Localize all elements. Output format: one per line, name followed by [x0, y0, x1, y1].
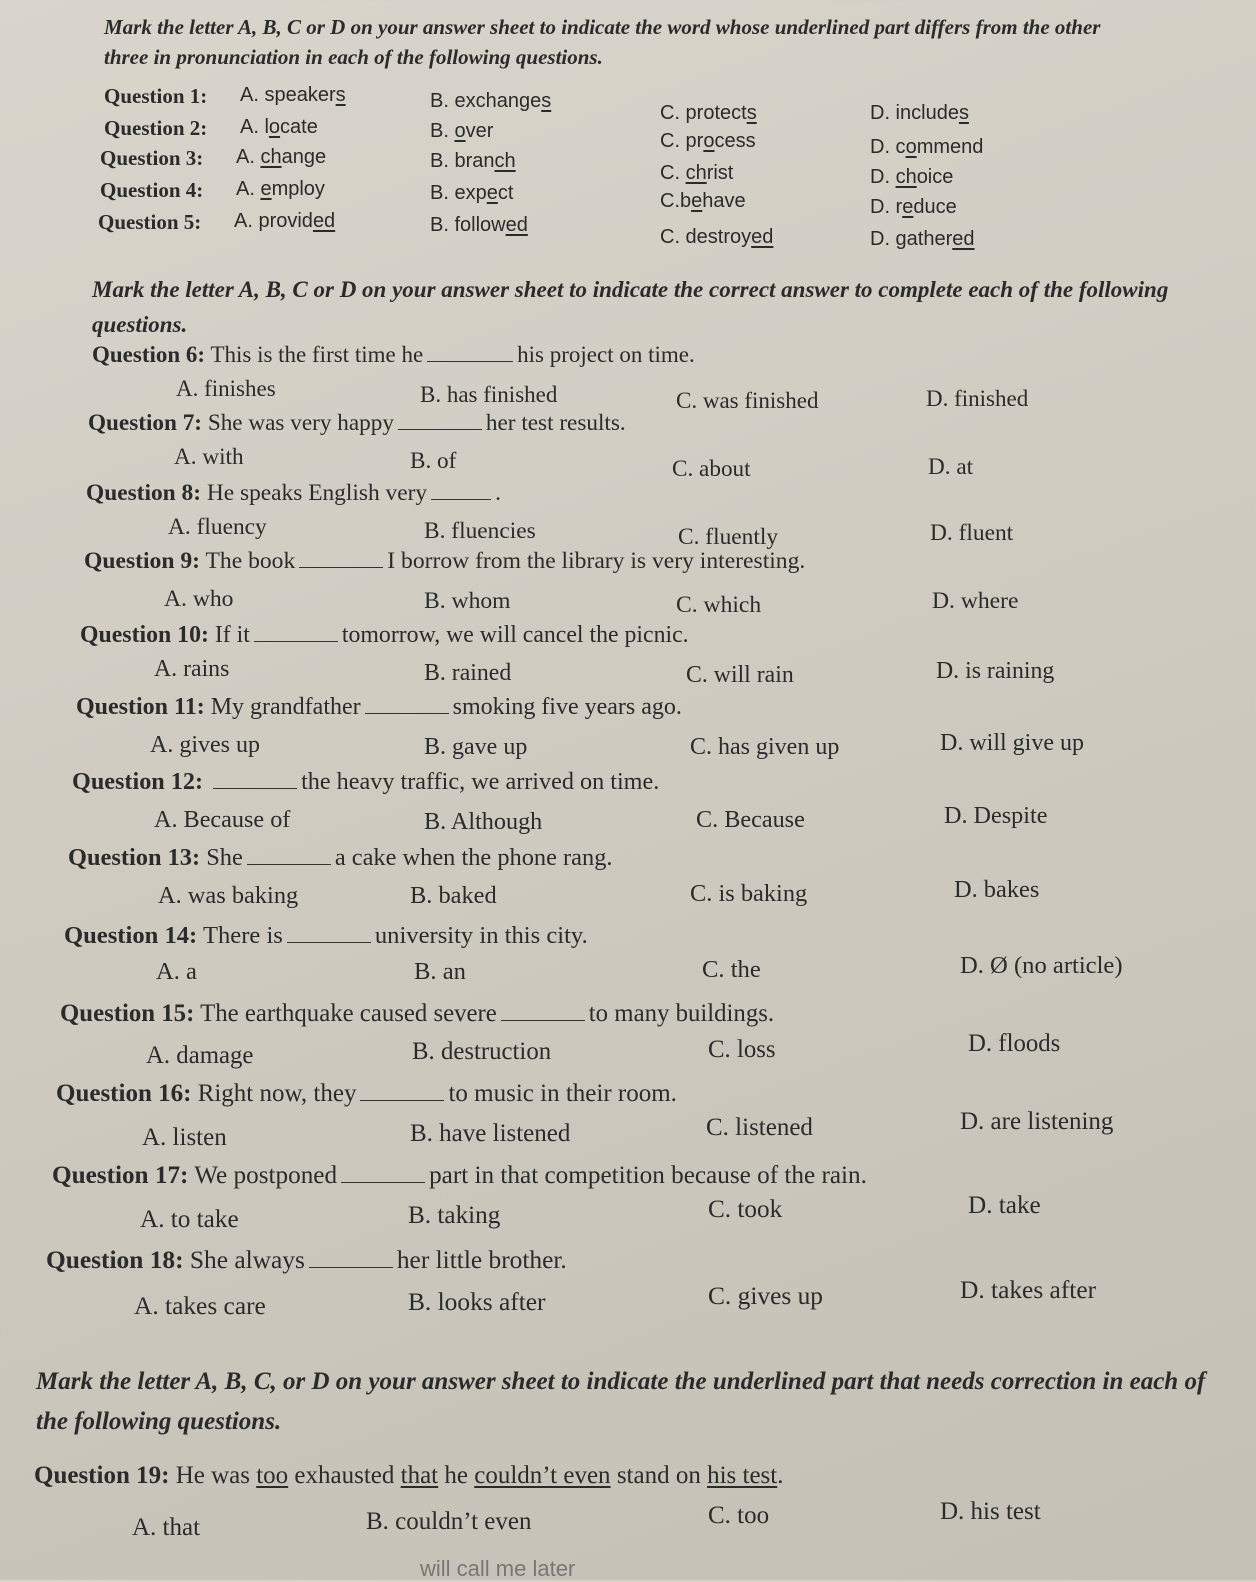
answer-blank	[431, 481, 491, 500]
question-text: to many buildings.	[588, 1000, 775, 1027]
answer-option[interactable]: B. rained	[424, 660, 512, 686]
answer-blank	[427, 343, 513, 362]
answer-option[interactable]: C. Because	[696, 806, 805, 833]
answer-option[interactable]: D. takes after	[960, 1276, 1097, 1304]
question-text: If it	[214, 622, 250, 648]
question-label: Question 19:	[34, 1462, 170, 1489]
answer-option[interactable]: A. who	[164, 586, 234, 612]
question-label: Question 13:	[68, 844, 201, 871]
underlined-letters: ch	[494, 150, 516, 172]
option-text: rist	[706, 162, 734, 184]
question-label: Question 2:	[104, 116, 208, 140]
option-text: A.	[236, 178, 261, 200]
sentence-part: He was	[175, 1462, 257, 1489]
question-13	[68, 844, 613, 872]
question-label: Question 8:	[86, 480, 202, 506]
question-text: university in this city.	[374, 922, 588, 949]
section2-instruction: Mark the letter A, B, C or D on your answer sheet to indicate the correct answer to complete each of the following questions.	[92, 277, 1169, 337]
question-label: Question 16:	[56, 1080, 192, 1107]
answer-option[interactable]: A. listen	[142, 1124, 227, 1151]
answer-option[interactable]: A. finishes	[176, 376, 276, 401]
answer-blank	[341, 1164, 425, 1183]
option-text: A. speaker	[240, 84, 336, 106]
question-text: He speaks English very	[206, 480, 428, 506]
question-label: Question 1:	[104, 84, 208, 108]
underlined-letters: e	[902, 196, 914, 218]
answer-option[interactable]: B. destruction	[412, 1038, 552, 1065]
answer-option[interactable]	[430, 214, 528, 237]
sentence-part: he	[438, 1462, 475, 1489]
underlined-letters: s	[746, 102, 757, 124]
question-label: Question 17:	[52, 1162, 189, 1189]
answer-option[interactable]	[430, 120, 493, 143]
underlined-part: his test	[707, 1462, 778, 1489]
answer-option[interactable]: C. has given up	[690, 734, 840, 760]
option-text: B. follow	[430, 214, 506, 236]
question-2-label	[104, 116, 207, 141]
answer-option[interactable]	[660, 162, 733, 185]
question-10	[80, 622, 689, 649]
option-text: D. gather	[870, 228, 953, 250]
answer-option[interactable]: C. listened	[706, 1114, 813, 1141]
answer-option[interactable]: C. will rain	[686, 662, 794, 688]
option-text: D. include	[870, 102, 959, 124]
underlined-letters: ch	[685, 162, 707, 184]
answer-option[interactable]	[660, 102, 757, 125]
question-label: Question 18:	[46, 1246, 184, 1274]
answer-option[interactable]: A. rains	[154, 656, 230, 682]
answer-option[interactable]: D. are listening	[960, 1108, 1114, 1135]
answer-option[interactable]: A. that	[132, 1514, 201, 1541]
question-label: Question 15:	[60, 1000, 195, 1027]
answer-option[interactable]: A. a	[156, 958, 197, 985]
cutoff-text: will call me later	[420, 1556, 576, 1581]
question-text: smoking five years ago.	[452, 694, 682, 720]
question-label: Question 7:	[88, 410, 203, 436]
answer-option[interactable]: D. floods	[968, 1030, 1061, 1057]
underlined-letters: e	[691, 190, 703, 212]
option-text: duce	[913, 196, 957, 218]
answer-option[interactable]: D. Despite	[944, 802, 1048, 829]
option-text: ct	[497, 182, 514, 204]
answer-blank	[360, 1082, 444, 1101]
underlined-letters: ch	[895, 166, 917, 188]
question-12	[72, 768, 659, 796]
question-17	[52, 1162, 867, 1190]
option-text: B. exp	[430, 182, 487, 204]
question-text: The earthquake caused severe	[200, 1000, 497, 1027]
answer-option[interactable]: C. fluently	[678, 524, 779, 550]
answer-option[interactable]: B. looks after	[408, 1288, 546, 1316]
answer-option[interactable]	[430, 150, 516, 173]
answer-blank	[398, 411, 482, 430]
underlined-letters: o	[454, 120, 466, 142]
answer-blank	[309, 1249, 393, 1268]
answer-option[interactable]: C. gives up	[708, 1282, 823, 1310]
question-11	[76, 694, 682, 721]
question-text: her little brother.	[396, 1246, 567, 1274]
sentence-part: stand on	[610, 1462, 708, 1489]
answer-option[interactable]: A. to take	[140, 1206, 239, 1233]
answer-option[interactable]: B. has finished	[420, 382, 558, 407]
underlined-letters: ed	[952, 228, 975, 250]
underlined-letters: s	[541, 90, 552, 112]
underlined-letters: ch	[260, 146, 282, 168]
answer-blank	[299, 549, 383, 568]
answer-option[interactable]: C. about	[672, 456, 751, 482]
answer-option[interactable]: C. the	[702, 956, 761, 983]
answer-option[interactable]: A. damage	[146, 1042, 254, 1069]
answer-option[interactable]	[430, 90, 551, 113]
sentence-part: .	[777, 1462, 784, 1489]
underlined-letters: o	[268, 116, 281, 138]
question-label: Question 5:	[98, 210, 202, 234]
answer-option[interactable]: C. which	[676, 592, 762, 618]
option-text: A. l	[240, 116, 269, 138]
question-text: tomorrow, we will cancel the picnic.	[341, 622, 689, 648]
question-text: She was very happy	[207, 410, 394, 436]
answer-option[interactable]: D. at	[928, 454, 974, 480]
question-7	[88, 410, 626, 437]
answer-option[interactable]: B. gave up	[424, 734, 528, 760]
answer-option[interactable]: B. taking	[408, 1202, 501, 1229]
question-16	[56, 1080, 677, 1108]
option-text: D.	[870, 166, 896, 188]
option-text: cess	[714, 130, 756, 152]
question-1-label	[104, 84, 207, 109]
answer-option[interactable]	[870, 228, 975, 251]
answer-option[interactable]: A. with	[174, 444, 244, 470]
question-8	[86, 480, 501, 507]
question-text: I borrow from the library is very interesting.	[387, 548, 806, 574]
answer-option[interactable]: C. is baking	[690, 880, 808, 907]
option-text: C.	[660, 162, 686, 184]
question-14	[64, 922, 588, 950]
option-text: oice	[916, 166, 954, 188]
answer-option[interactable]: C. took	[708, 1196, 783, 1223]
option-text: C. pr	[660, 130, 704, 152]
question-text: This is the first time he	[210, 342, 424, 367]
option-text: mmend	[916, 136, 984, 158]
option-text: D. c	[870, 136, 906, 158]
answer-option[interactable]: D. is raining	[936, 658, 1055, 684]
question-text: .	[495, 480, 501, 506]
question-label: Question 11:	[76, 694, 205, 720]
question-text: There is	[202, 922, 283, 949]
option-text: ver	[465, 120, 494, 142]
question-6	[92, 342, 695, 368]
option-text: B.	[430, 120, 455, 142]
option-text: cate	[280, 116, 318, 138]
answer-blank	[254, 623, 338, 642]
question-label: Question 9:	[84, 548, 201, 574]
question-text: The book	[205, 548, 296, 574]
answer-option[interactable]	[236, 178, 325, 201]
answer-option[interactable]: D. will give up	[940, 730, 1084, 756]
answer-option[interactable]: D. take	[968, 1192, 1041, 1219]
answer-option[interactable]	[234, 210, 335, 233]
answer-option[interactable]: B. Although	[424, 808, 543, 835]
underlined-letters: e	[260, 178, 272, 200]
answer-option[interactable]	[236, 146, 326, 169]
answer-option[interactable]	[870, 196, 957, 219]
question-18	[46, 1246, 567, 1275]
option-text: B. bran	[430, 150, 495, 172]
answer-option[interactable]	[870, 136, 983, 159]
question-5-label	[98, 210, 201, 235]
sentence-part: exhausted	[288, 1462, 401, 1489]
underlined-letters: o	[905, 136, 917, 158]
answer-option[interactable]: A. takes care	[134, 1292, 266, 1320]
underlined-part: too	[256, 1462, 289, 1489]
answer-option[interactable]: D. finished	[926, 386, 1029, 411]
answer-option[interactable]: C. was finished	[676, 388, 819, 413]
answer-option[interactable]	[240, 116, 318, 139]
section3-instruction: Mark the letter A, B, C, or D on your answer sheet to indicate the underlined part that needs correction in each of the following questions.	[36, 1368, 1206, 1435]
answer-option[interactable]: A. fluency	[168, 514, 267, 540]
answer-option[interactable]	[870, 102, 969, 125]
option-text: C.b	[660, 190, 692, 212]
option-text: ange	[281, 146, 327, 168]
question-text: her test results.	[485, 410, 626, 436]
question-text: Right now, they	[197, 1080, 357, 1107]
question-9	[84, 548, 805, 575]
question-label: Question 10:	[80, 622, 209, 648]
question-text: She always	[189, 1246, 305, 1274]
question-label: Question 6:	[92, 342, 206, 367]
answer-option[interactable]: B. have listened	[410, 1120, 571, 1147]
underlined-letters: ed	[505, 214, 528, 236]
question-label: Question 3:	[100, 146, 204, 170]
option-text: have	[702, 190, 746, 212]
question-4-label	[100, 178, 203, 203]
underlined-letters: s	[335, 84, 346, 106]
answer-option[interactable]	[870, 166, 953, 189]
answer-option[interactable]	[660, 226, 773, 249]
question-text: to music in their room.	[448, 1080, 677, 1107]
question-15	[60, 1000, 774, 1028]
underlined-letters: s	[958, 102, 969, 124]
answer-option[interactable]	[430, 182, 513, 205]
option-text: C. destroy	[660, 226, 752, 248]
underlined-letters: o	[703, 130, 715, 152]
option-text: B. exchange	[430, 90, 542, 112]
option-text: D. r	[870, 196, 903, 218]
answer-option[interactable]	[240, 84, 346, 107]
question-label: Question 4:	[100, 178, 204, 202]
answer-option[interactable]: B. fluencies	[424, 518, 536, 544]
question-text: a cake when the phone rang.	[334, 844, 613, 871]
question-label: Question 12:	[72, 768, 204, 795]
answer-option[interactable]: A. Because of	[154, 806, 291, 833]
answer-blank	[365, 695, 449, 714]
answer-option[interactable]: D. Ø (no article)	[960, 952, 1123, 979]
answer-blank	[247, 846, 331, 865]
answer-option[interactable]: B. couldn’t even	[366, 1508, 532, 1535]
answer-blank	[501, 1002, 585, 1021]
answer-option[interactable]: C. loss	[708, 1036, 776, 1063]
question-text: part in that competition because of the rain.	[429, 1162, 867, 1189]
answer-option[interactable]: A. gives up	[150, 732, 260, 758]
question-text: the heavy traffic, we arrived on time.	[301, 768, 660, 795]
answer-option[interactable]: B. baked	[410, 882, 497, 909]
option-text: mploy	[271, 178, 325, 200]
question-3-label	[100, 146, 203, 171]
answer-blank	[287, 924, 371, 943]
question-text: She	[206, 844, 243, 871]
underlined-letters: ed	[751, 226, 774, 248]
question-text: his project on time.	[517, 342, 695, 367]
answer-option[interactable]: A. was baking	[158, 882, 299, 909]
option-text: C. protect	[660, 102, 747, 124]
answer-option[interactable]: B. an	[414, 958, 466, 985]
underlined-part: that	[400, 1462, 439, 1489]
section1-instruction: Mark the letter A, B, C or D on your answer sheet to indicate the word whose underlined part differs from the other three in pronunciation in each of the following questions.	[104, 15, 1101, 69]
option-text: A. provid	[234, 210, 313, 232]
answer-option[interactable]: D. bakes	[954, 876, 1040, 903]
answer-option[interactable]: D. fluent	[930, 520, 1014, 546]
question-text: My grandfather	[210, 694, 361, 720]
underlined-letters: ed	[312, 210, 336, 232]
answer-option[interactable]: C. too	[708, 1502, 770, 1529]
answer-option[interactable]: D. where	[932, 588, 1019, 614]
answer-option[interactable]	[660, 190, 746, 213]
answer-option[interactable]: B. of	[410, 448, 457, 474]
answer-blank	[213, 770, 297, 789]
answer-option[interactable]	[660, 130, 756, 153]
question-text: We postponed	[194, 1162, 338, 1189]
underlined-part: couldn’t even	[474, 1462, 611, 1489]
question-19	[34, 1462, 784, 1490]
answer-option[interactable]: D. his test	[940, 1498, 1041, 1525]
answer-option[interactable]: B. whom	[424, 588, 511, 614]
underlined-letters: e	[486, 182, 498, 204]
question-label: Question 14:	[64, 922, 198, 949]
option-text: A.	[236, 146, 261, 168]
